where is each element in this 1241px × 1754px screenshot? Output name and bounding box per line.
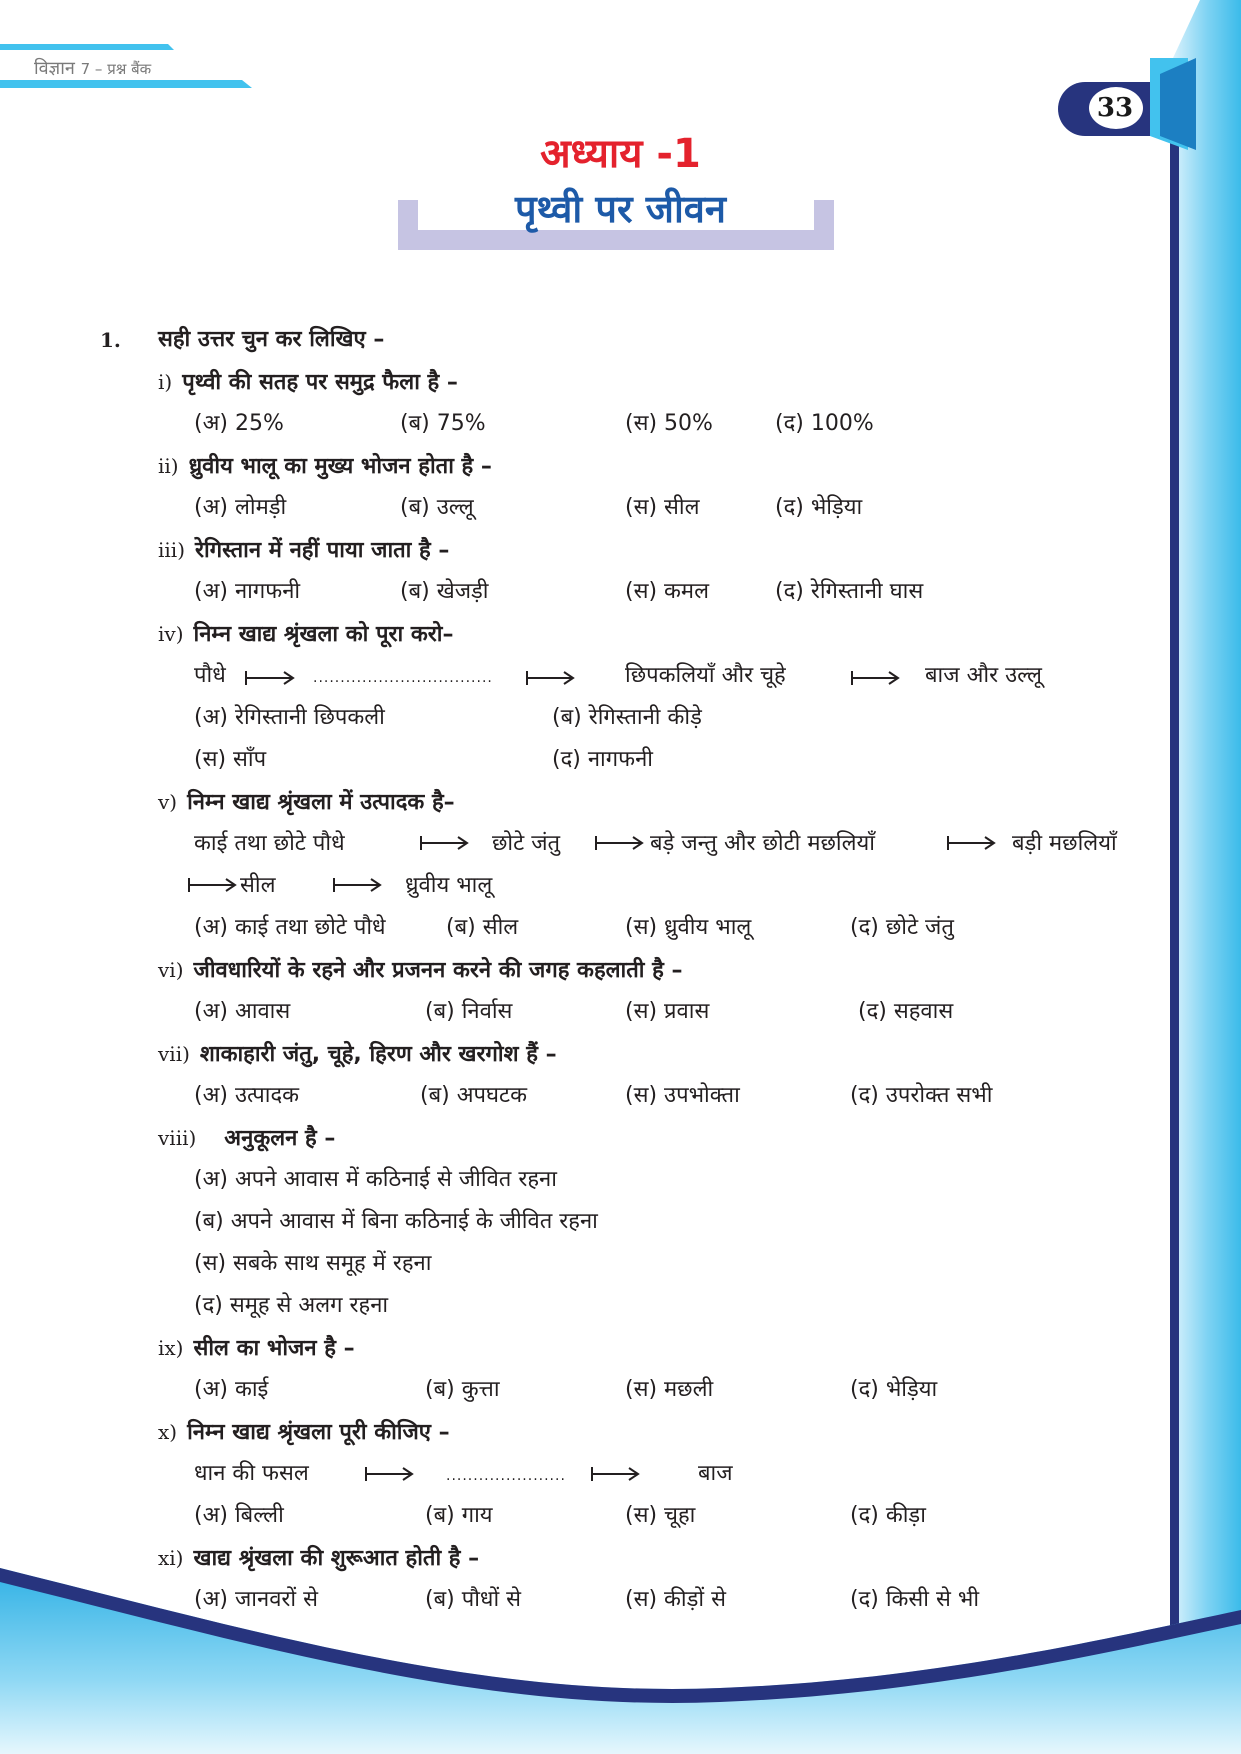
option: (द) भेड़िया (850, 1377, 938, 1402)
option: (स) सबके साथ समूह में रहना (194, 1251, 432, 1276)
sub-question: x) निम्न खाद्य श्रृंखला पूरी कीजिए – (158, 1420, 450, 1445)
chain-item: छोटे जंतु (492, 831, 561, 856)
option: (स) साँप (194, 747, 267, 772)
option: (द) 100% (775, 411, 874, 436)
option: (स) ध्रुवीय भालू (625, 915, 752, 940)
chain-item: सील (240, 873, 276, 898)
option: (स) चूहा (625, 1503, 696, 1528)
arrow-right-icon (421, 836, 467, 850)
sub-question: ix) सील का भोजन है – (158, 1336, 355, 1361)
option: (अ) लोमड़ी (194, 495, 287, 520)
option: (द) रेगिस्तानी घास (775, 579, 924, 604)
blank-line: ................................. (313, 670, 493, 686)
chain-item: बड़ी मछलियाँ (1012, 831, 1117, 856)
chain-item: धान की फसल (194, 1461, 309, 1486)
option: (ब) अपने आवास में बिना कठिनाई के जीवित रहना (194, 1209, 598, 1234)
sub-question: ii) ध्रुवीय भालू का मुख्य भोजन होता है – (158, 454, 492, 479)
option: (द) भेड़िया (775, 495, 863, 520)
option: (द) नागफनी (552, 747, 654, 772)
option: (अ) नागफनी (194, 579, 301, 604)
option: (अ) बिल्ली (194, 1503, 284, 1528)
header-rest: 7 – प्रश्न बैंक (80, 60, 152, 78)
arrow-right-icon (366, 1467, 412, 1481)
sub-question: iii) रेगिस्तान में नहीं पाया जाता है – (158, 538, 450, 563)
running-header (34, 56, 151, 80)
sub-question: vi) जीवधारियों के रहने और प्रजनन करने की जगह कहलाती है – (158, 958, 683, 983)
chain-item: काई तथा छोटे पौधे (194, 831, 345, 856)
option: (स) मछली (625, 1377, 714, 1402)
option: (ब) उल्लू (400, 495, 474, 520)
arrow-right-icon (596, 836, 642, 850)
arrow-right-icon (527, 671, 573, 685)
option: (अ) उत्पादक (194, 1083, 300, 1108)
header-subject: विज्ञान (34, 58, 75, 79)
chain-item: छिपकलियाँ और चूहे (625, 663, 786, 688)
option: (स) कमल (625, 579, 709, 604)
chain-item: पौधे (194, 663, 226, 688)
chain-item: बाज और उल्लू (925, 663, 1042, 688)
arrow-right-icon (948, 836, 994, 850)
option: (अ) काई तथा छोटे पौधे (194, 915, 386, 940)
option: (स) कीड़ों से (625, 1587, 726, 1612)
arrow-right-icon (246, 671, 293, 685)
option: (अ) अपने आवास में कठिनाई से जीवित रहना (194, 1167, 557, 1192)
arrow-right-icon (592, 1467, 638, 1481)
right-band (1173, 0, 1241, 1754)
option: (स) सील (625, 495, 700, 520)
option: (अ) काई (194, 1377, 269, 1402)
option: (ब) कुत्ता (425, 1377, 500, 1402)
chapter-title: पृथ्वी पर जीवन (514, 187, 727, 231)
option: (अ) रेगिस्तानी छिपकली (194, 705, 385, 730)
arrow-right-icon (852, 671, 898, 685)
option: (स) 50% (625, 411, 713, 436)
option: (द) छोटे जंतु (850, 915, 954, 940)
option: (अ) जानवरों से (194, 1587, 318, 1612)
option: (ब) गाय (425, 1503, 493, 1528)
option: (स) प्रवास (625, 999, 710, 1024)
right-navy-stripe (1170, 58, 1179, 1754)
page-number: 33 (1096, 93, 1134, 123)
option: (ब) पौधों से (425, 1587, 522, 1612)
chain-item: ध्रुवीय भालू (405, 873, 493, 898)
option: (ब) रेगिस्तानी कीड़े (552, 705, 702, 730)
chapter-number: अध्याय -1 (540, 131, 701, 177)
option: (द) किसी से भी (850, 1587, 980, 1612)
sub-question: vii) शाकाहारी जंतु, चूहे, हिरण और खरगोश हैं – (158, 1042, 557, 1067)
option: (ब) अपघटक (420, 1083, 528, 1108)
option: (ब) 75% (400, 411, 486, 436)
sub-question: iv) निम्न खाद्य श्रृंखला को पूरा करो– (158, 622, 454, 647)
option: (द) उपरोक्त सभी (850, 1083, 993, 1108)
option: (ब) निर्वास (425, 999, 513, 1024)
blank-line: ...................... (446, 1468, 566, 1484)
question-title: सही उत्तर चुन कर लिखिए – (158, 327, 385, 352)
option: (द) समूह से अलग रहना (194, 1293, 389, 1318)
sub-question: v) निम्न खाद्य श्रृंखला में उत्पादक है– (158, 790, 455, 815)
sub-question: xi) खाद्य श्रृंखला की शुरूआत होती है – (158, 1546, 480, 1571)
option: (द) कीड़ा (850, 1503, 926, 1528)
option: (ब) खेजड़ी (400, 579, 489, 604)
option: (ब) सील (446, 915, 519, 940)
chain-item: बड़े जन्तु और छोटी मछलियाँ (650, 831, 876, 856)
option: (अ) 25% (194, 411, 284, 436)
option: (अ) आवास (194, 999, 291, 1024)
option: (द) सहवास (858, 999, 954, 1024)
question-number: 1. (100, 328, 121, 352)
sub-question: viii) अनुकूलन है – (158, 1126, 336, 1151)
sub-question: i) पृथ्वी की सतह पर समुद्र फैला है – (158, 370, 458, 395)
option: (स) उपभोक्ता (625, 1083, 740, 1108)
chain-item: बाज (698, 1461, 733, 1486)
arrow-right-icon (189, 878, 235, 892)
arrow-right-icon (334, 878, 380, 892)
